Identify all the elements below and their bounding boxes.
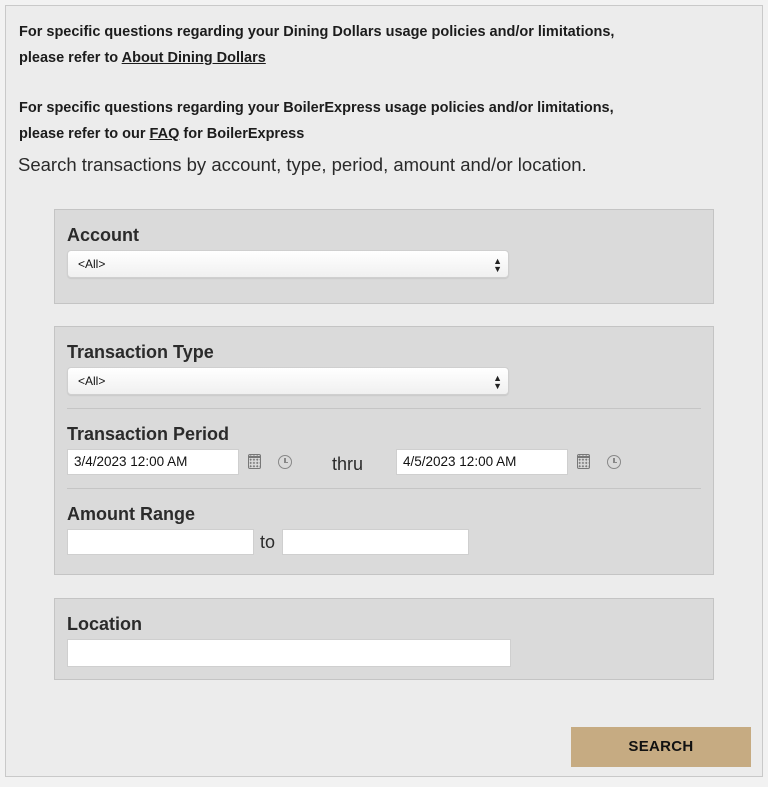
faq-link[interactable]: FAQ (149, 126, 180, 142)
about-dining-dollars-link[interactable]: About Dining Dollars (121, 50, 266, 66)
transaction-type-select-value: <All> (78, 374, 106, 388)
divider (67, 408, 701, 409)
search-instructions: Search transactions by account, type, period, amount and/or location. (18, 154, 587, 175)
select-arrows-icon: ▲ ▼ (493, 256, 502, 274)
clock-icon[interactable] (278, 455, 292, 469)
search-form-frame (5, 5, 763, 777)
amount-max-input[interactable] (282, 529, 469, 555)
boiler-notice-line2 (19, 121, 614, 147)
boiler-notice-line1: For specific questions regarding your BoilerExpress usage policies and/or limitations, (19, 100, 614, 116)
account-select[interactable] (67, 250, 509, 278)
transaction-filters-panel (54, 326, 714, 575)
location-panel (54, 598, 714, 680)
dining-notice-line1: For specific questions regarding your Dining Dollars usage policies and/or limitations, (19, 24, 615, 40)
dining-notice-line2 (19, 45, 614, 71)
boiler-notice-prefix: please refer to our (19, 126, 150, 142)
transaction-type-select[interactable] (67, 367, 509, 395)
account-panel (54, 209, 714, 304)
boilerexpress-notice (19, 95, 614, 147)
calendar-icon[interactable] (577, 454, 590, 469)
transaction-type-label: Transaction Type (67, 342, 214, 362)
location-input[interactable] (67, 639, 511, 667)
boiler-notice-suffix: for BoilerExpress (179, 126, 305, 142)
amount-min-input[interactable] (67, 529, 254, 555)
account-select-value: <All> (78, 257, 106, 271)
dining-dollars-notice (19, 19, 614, 71)
calendar-icon[interactable] (248, 454, 261, 469)
account-label: Account (67, 225, 139, 245)
to-label: to (260, 532, 276, 552)
clock-icon[interactable] (607, 455, 621, 469)
thru-label: thru (332, 454, 364, 474)
amount-range-label: Amount Range (67, 504, 195, 524)
dining-notice-prefix: please refer to (19, 50, 122, 66)
period-end-input[interactable]: 4/5/2023 12:00 AM (396, 449, 568, 475)
location-label: Location (67, 614, 142, 634)
select-arrows-icon: ▲ ▼ (493, 373, 502, 391)
divider (67, 488, 701, 489)
search-button[interactable]: SEARCH (571, 727, 751, 767)
transaction-period-label: Transaction Period (67, 424, 230, 444)
period-start-input[interactable]: 3/4/2023 12:00 AM (67, 449, 239, 475)
